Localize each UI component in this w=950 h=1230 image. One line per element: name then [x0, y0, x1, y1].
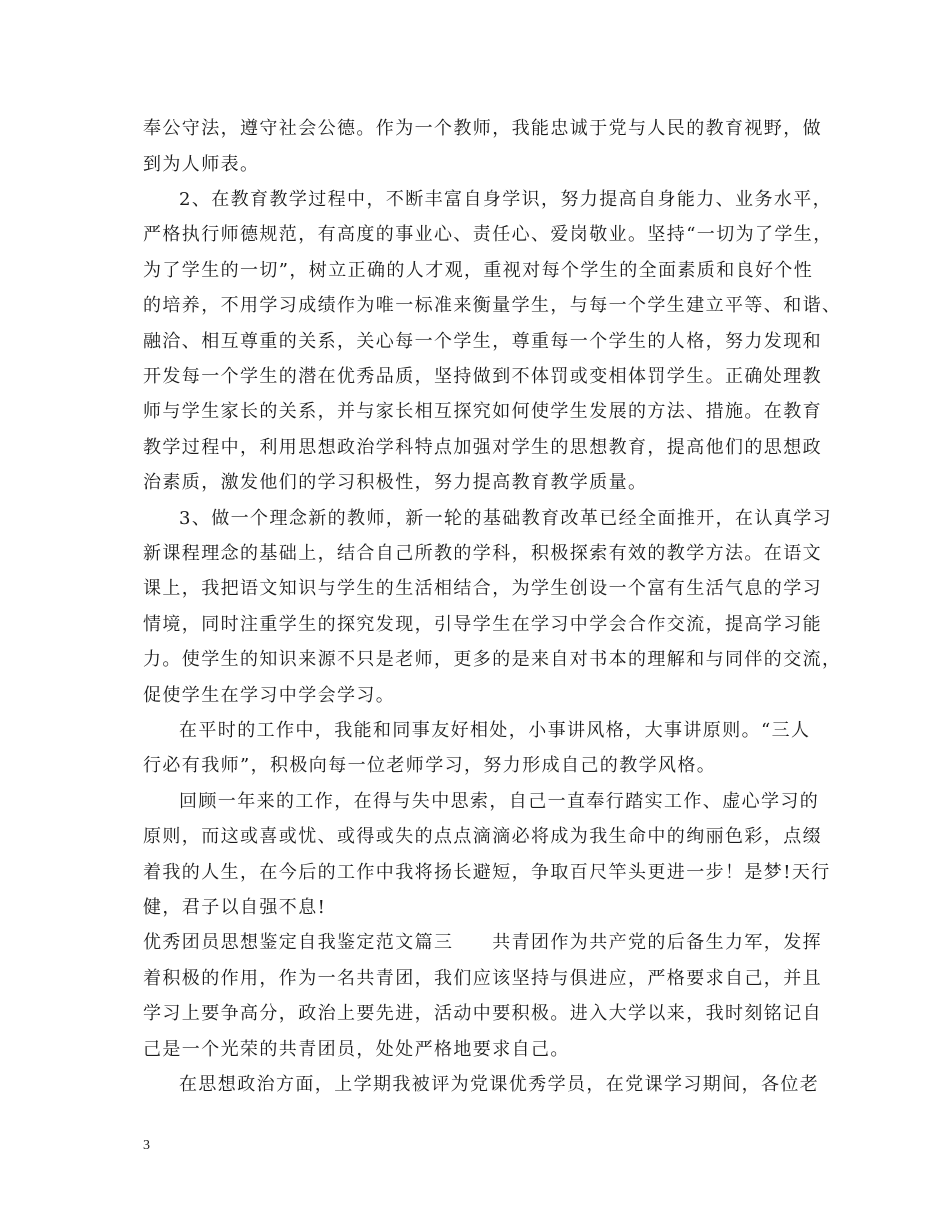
text-line: 融洽、相互尊重的关系，关心每一个学生，尊重每一个学生的人格，努力发现和 [143, 331, 822, 352]
text-line: 学习上要争高分，政治上要先进，活动中要积极。进入大学以来，我时刻铭记自 [143, 1003, 822, 1024]
text-line: 情境，同时注重学生的探究发现，引导学生在学习中学会合作交流，提高学习能 [143, 614, 822, 635]
text-line: 健，君子以自强不息! [143, 897, 327, 918]
text-line: 治素质，激发他们的学习积极性，努力提高教育教学质量。 [143, 472, 648, 493]
text-line: 在思想政治方面，上学期我被评为党课优秀学员，在党课学习期间，各位老 [179, 1074, 820, 1095]
text-line: 着积极的作用，作为一名共青团，我们应该坚持与俱进应，严格要求自己，并且 [143, 968, 822, 989]
text-line: 行必有我师”，积极向每一位老师学习，努力形成自己的教学风格。 [143, 755, 717, 776]
text-line: 3、做一个理念新的教师，新一轮的基础教育改革已经全面推开，在认真学习 [179, 508, 833, 529]
text-line: 严格执行师德规范，有高度的事业心、责任心、爱岗敬业。坚持“一切为了学生， [143, 224, 833, 245]
text-line: 力。使学生的知识来源不只是老师，更多的是来自对书本的理解和与同伴的交流， [143, 649, 842, 670]
text-line: 回顾一年来的工作，在得与失中思索，自己一直奉行踏实工作、虚心学习的 [179, 791, 820, 812]
text-line: 开发每一个学生的潜在优秀品质，坚持做到不体罚或变相体罚学生。正确处理教 [143, 366, 822, 387]
text-line: 己是一个光荣的共青团员，处处严格地要求自己。 [143, 1039, 570, 1060]
text-line: 2、在教育教学过程中，不断丰富自身学识，努力提高自身能力、业务水平， [179, 189, 833, 210]
text-line: 在平时的工作中，我能和同事友好相处，小事讲风格，大事讲原则。“三人 [179, 720, 811, 741]
text-line: 着我的人生，在今后的工作中我将扬长避短，争取百尺竿头更进一步！是梦!天行 [143, 862, 831, 883]
text-line: 优秀团员思想鉴定自我鉴定范文篇三 共青团作为共产党的后备生力军，发挥 [143, 932, 822, 953]
text-line: 奉公守法，遵守社会公德。作为一个教师，我能忠诚于党与人民的教育视野，做 [143, 118, 822, 139]
page-number: 3 [143, 1138, 150, 1153]
text-line: 到为人师表。 [143, 154, 260, 175]
text-line: 课上，我把语文知识与学生的生活相结合，为学生创设一个富有生活气息的学习 [143, 578, 822, 599]
text-line: 促使学生在学习中学会学习。 [143, 685, 396, 706]
text-line: 为了学生的一切”，树立正确的人才观，重视对每个学生的全面素质和良好个性 [143, 260, 814, 281]
text-line: 师与学生家长的关系，并与家长相互探究如何使学生发展的方法、措施。在教育 [143, 401, 822, 422]
text-line: 新课程理念的基础上，结合自己所教的学科，积极探索有效的教学方法。在语文 [143, 543, 822, 564]
text-line: 原则，而这或喜或忧、或得或失的点点滴滴必将成为我生命中的绚丽色彩，点缀 [143, 826, 822, 847]
text-line: 的培养，不用学习成绩作为唯一标准来衡量学生，与每一个学生建立平等、和谐、 [143, 295, 842, 316]
text-line: 教学过程中，利用思想政治学科特点加强对学生的思想教育，提高他们的思想政 [143, 437, 822, 458]
